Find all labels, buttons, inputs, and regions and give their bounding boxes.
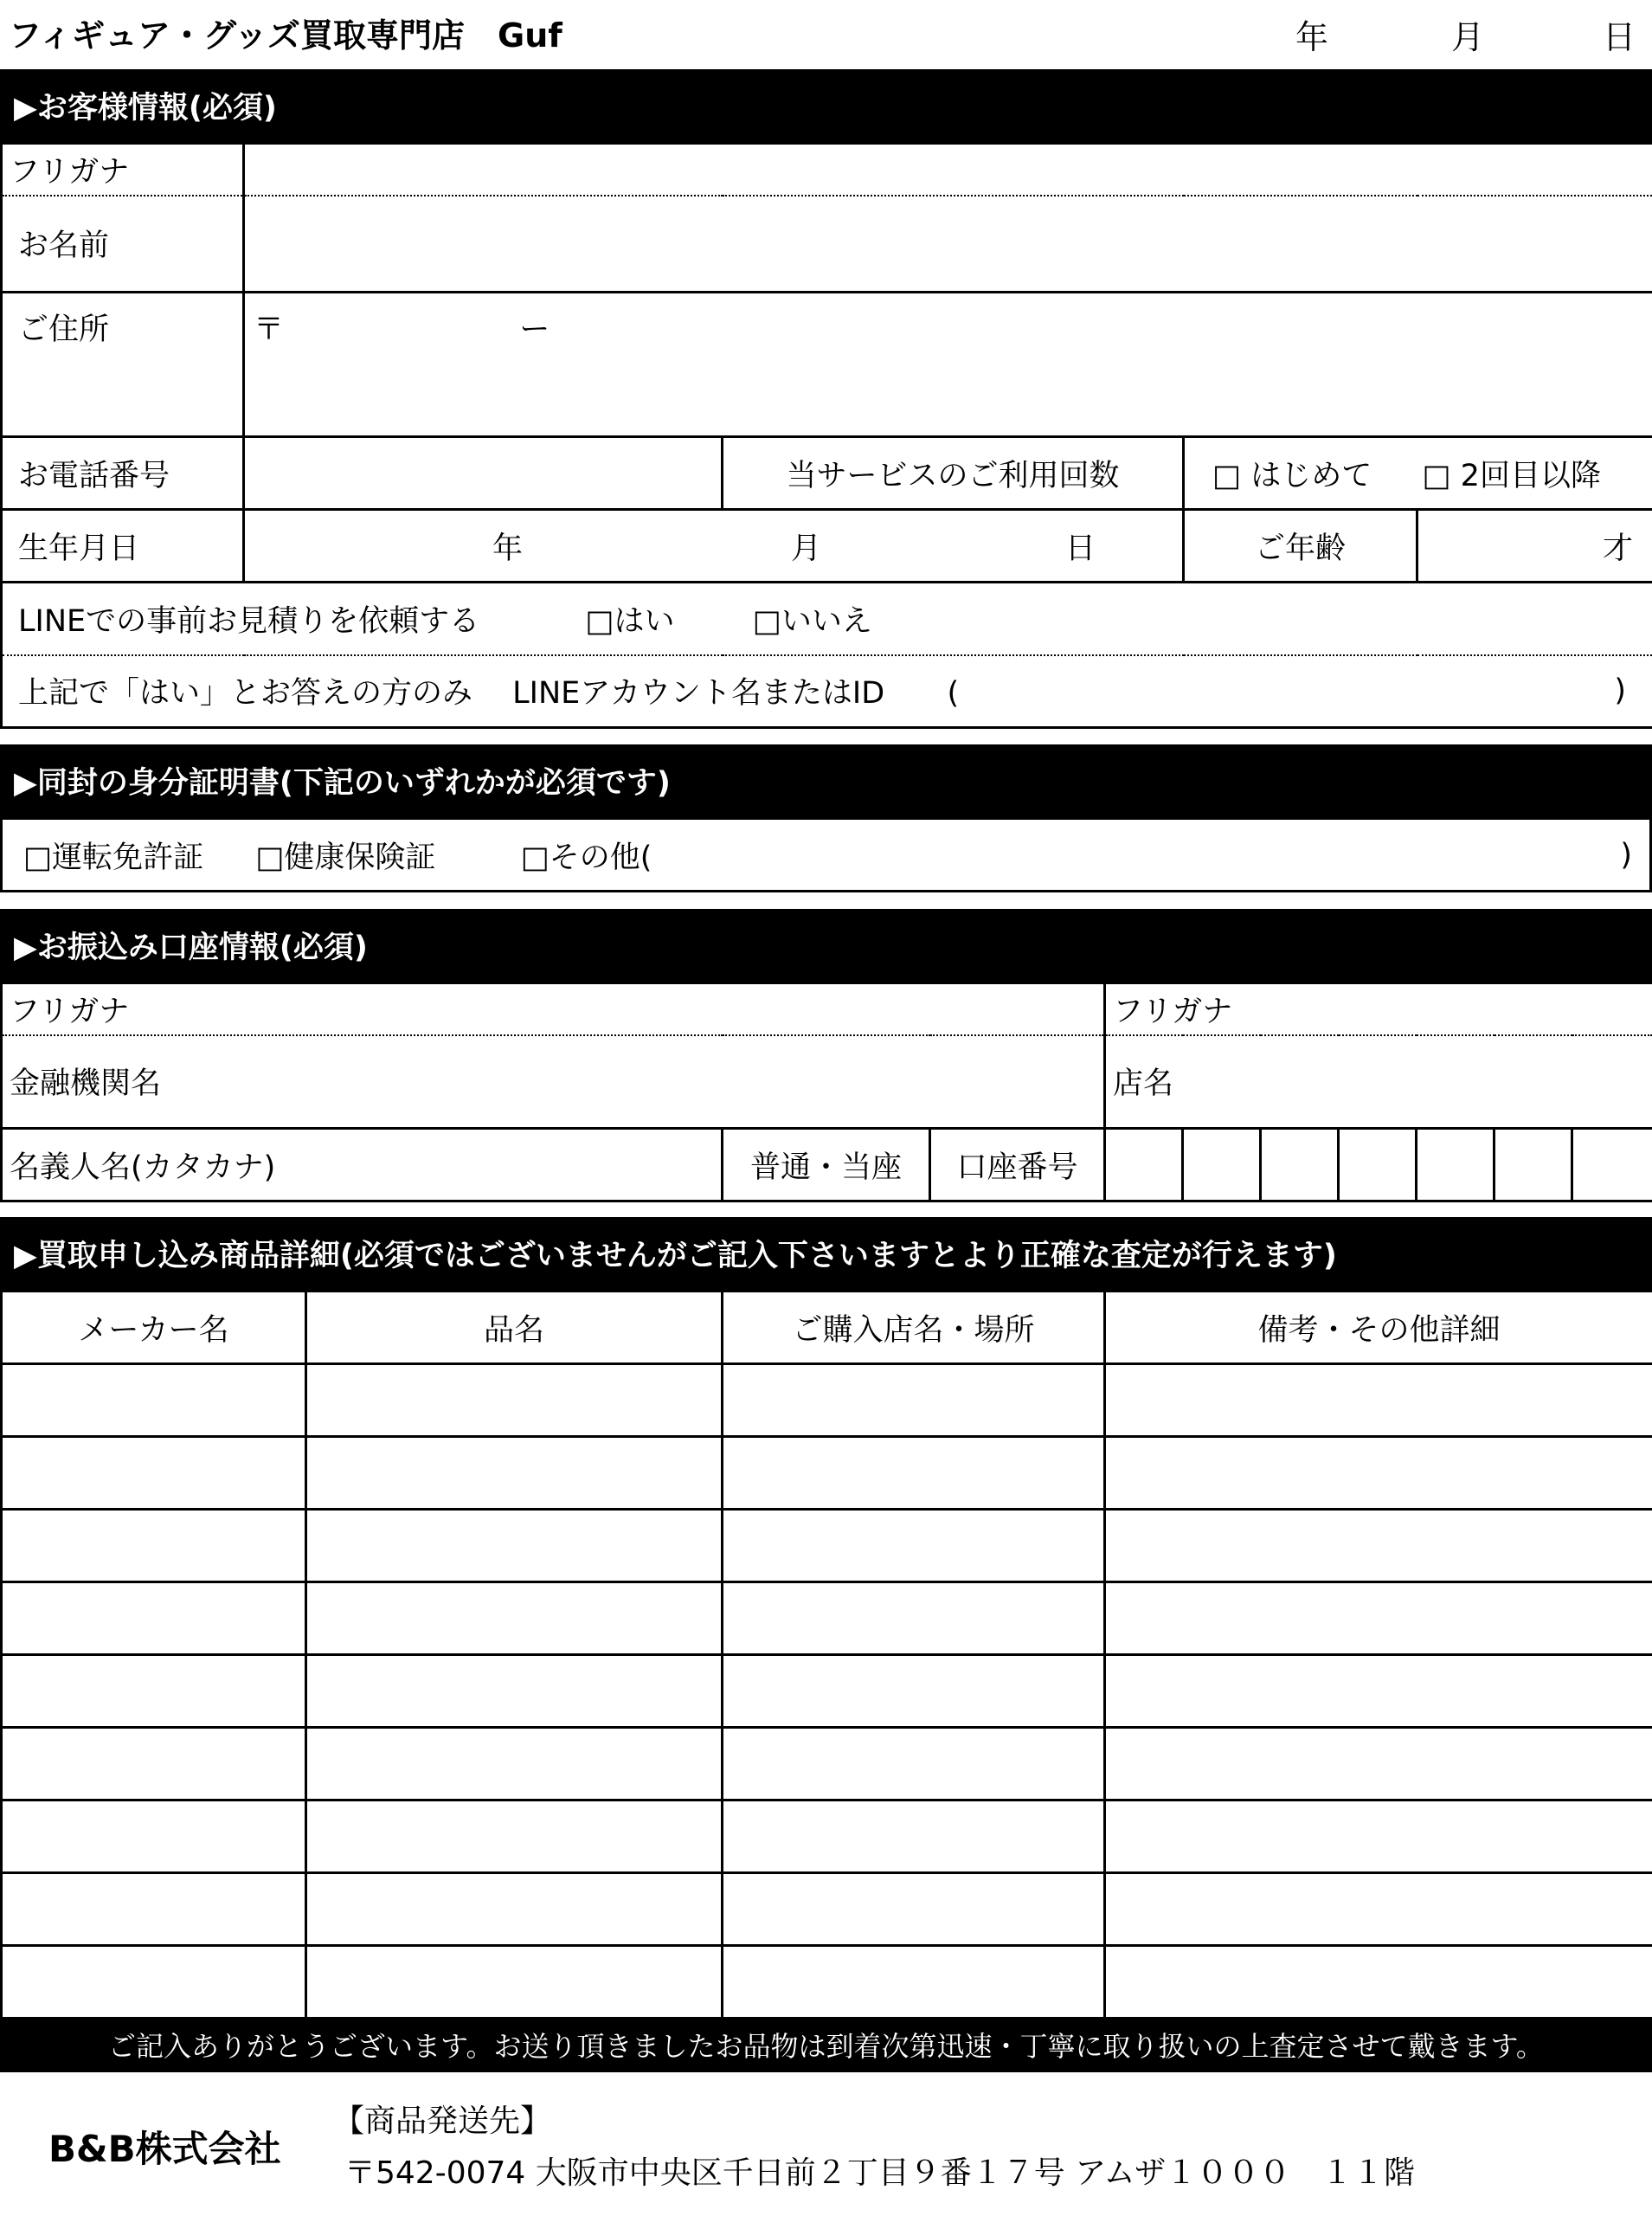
license-checkbox[interactable]: □運転免許証 [23,840,204,875]
age-label: ご年齢 [1184,510,1417,583]
line-request-label: LINEでの事前お見積りを依頼する [18,603,480,639]
notes-cell[interactable] [1105,1364,1652,1437]
account-type-label[interactable]: 普通・当座 [723,1129,930,1201]
store-cell[interactable] [723,1364,1105,1437]
customer-section-header: ▶お客様情報(必須) [0,69,1652,142]
store-cell[interactable] [723,1873,1105,1946]
notes-cell[interactable] [1105,1437,1652,1510]
store-cell[interactable] [723,1582,1105,1655]
furigana-field[interactable] [244,144,1652,196]
product-cell[interactable] [306,1437,723,1510]
notes-cell[interactable] [1105,1728,1652,1800]
header-month-label: 月 [1451,18,1485,56]
header-year-label: 年 [1295,18,1329,56]
notes-cell[interactable] [1105,1873,1652,1946]
table-row [2,1873,1652,1946]
address-field[interactable] [244,293,1652,437]
id-table [0,817,1652,892]
line-account-close-paren: ) [1614,673,1626,709]
bank-name-label[interactable]: 金融機関名 [2,1035,1105,1129]
items-table [0,1290,1652,2020]
birthday-day-label: 日 [1065,531,1096,566]
age-field[interactable] [1417,510,1652,583]
phone-field[interactable] [244,437,723,510]
table-row [2,1582,1652,1655]
notes-cell[interactable] [1105,1946,1652,2019]
birthday-month-label: 月 [791,531,822,566]
birthday-field[interactable] [244,510,1184,583]
product-cell[interactable] [306,1873,723,1946]
postal-dash: ー [519,312,550,347]
account-digit-box[interactable] [1261,1129,1339,1201]
maker-cell[interactable] [2,1655,306,1728]
insurance-checkbox[interactable]: □健康保険証 [255,840,436,875]
furigana-label: フリガナ [2,144,244,196]
holder-label[interactable]: 名義人名(カタカナ) [2,1129,723,1201]
maker-column-header: メーカー名 [2,1292,306,1364]
birthday-label: 生年月日 [2,510,244,583]
line-request-row [2,583,1652,655]
line-account-open-paren: ( [947,676,960,712]
first-time-checkbox[interactable]: □ はじめて [1212,458,1372,493]
maker-cell[interactable] [2,1946,306,2019]
store-cell[interactable] [723,1800,1105,1873]
table-row [2,1728,1652,1800]
usage-options [1184,437,1652,510]
maker-cell[interactable] [2,1800,306,1873]
line-account-label: 上記で「はい」とお答えの方のみ LINEアカウント名またはID [18,676,885,712]
shipping-label: 【商品発送先】 [333,2103,552,2139]
maker-cell[interactable] [2,1364,306,1437]
age-unit: 才 [1602,531,1633,566]
product-cell[interactable] [306,1582,723,1655]
table-row [2,1364,1652,1437]
address-label: ご住所 [2,293,244,437]
name-field[interactable] [244,196,1652,293]
branch-furigana-label[interactable]: フリガナ [1105,983,1652,1035]
product-cell[interactable] [306,1510,723,1582]
store-cell[interactable] [723,1510,1105,1582]
product-cell[interactable] [306,1655,723,1728]
id-docs-row [2,819,1651,892]
maker-cell[interactable] [2,1437,306,1510]
maker-cell[interactable] [2,1873,306,1946]
table-row [2,1800,1652,1873]
line-yes-checkbox[interactable]: □はい [585,603,675,639]
items-section-header: ▶買取申し込み商品詳細(必須ではございませんがご記入下さいますとより正確な査定が行えます) [0,1217,1652,1290]
phone-label: お電話番号 [2,437,244,510]
store-cell[interactable] [723,1437,1105,1510]
notes-column-header: 備考・その他詳細 [1105,1292,1652,1364]
id-section-header: ▶同封の身分証明書(下記のいずれかが必須です) [0,744,1652,817]
shipping-address: 〒542-0074 大阪市中央区千日前２丁目９番１７号 アムザ１０００ １１階 [344,2155,1415,2191]
repeat-checkbox[interactable]: □ 2回目以降 [1422,458,1601,493]
other-checkbox[interactable]: □その他( [520,840,652,875]
birthday-year-label: 年 [492,531,524,566]
usage-label: 当サービスのご利用回数 [723,437,1184,510]
customer-table [0,142,1652,729]
page-title: フィギュア・グッズ買取専門店 Guf [9,16,562,55]
account-digit-box[interactable] [1105,1129,1183,1201]
account-digit-box[interactable] [1417,1129,1495,1201]
product-cell[interactable] [306,1364,723,1437]
notes-cell[interactable] [1105,1582,1652,1655]
bank-section-header: ▶お振込み口座情報(必須) [0,909,1652,982]
product-column-header: 品名 [306,1292,723,1364]
line-account-row[interactable] [2,655,1652,728]
branch-name-label[interactable]: 店名 [1105,1035,1652,1129]
thanks-banner: ご記入ありがとうございます。お送り頂きましたお品物は到着次第迅速・丁寧に取り扱いの上査定させて戴きます。 [0,2017,1652,2072]
account-number-label: 口座番号 [930,1129,1105,1201]
maker-cell[interactable] [2,1582,306,1655]
bank-furigana-label[interactable]: フリガナ [2,983,1105,1035]
account-digit-box[interactable] [1183,1129,1261,1201]
bank-table [0,982,1652,1202]
notes-cell[interactable] [1105,1510,1652,1582]
product-cell[interactable] [306,1946,723,2019]
table-row [2,1437,1652,1510]
notes-cell[interactable] [1105,1800,1652,1873]
store-column-header: ご購入店名・場所 [723,1292,1105,1364]
header-day-label: 日 [1603,18,1636,56]
account-digit-box[interactable] [1495,1129,1572,1201]
maker-cell[interactable] [2,1728,306,1800]
product-cell[interactable] [306,1800,723,1873]
maker-cell[interactable] [2,1510,306,1582]
notes-cell[interactable] [1105,1655,1652,1728]
product-cell[interactable] [306,1728,723,1800]
other-close-paren: ) [1620,837,1632,873]
table-row [2,1946,1652,2019]
table-row [2,1655,1652,1728]
table-row [2,1510,1652,1582]
postal-mark: 〒 [254,312,285,347]
line-no-checkbox[interactable]: □いいえ [752,603,872,639]
account-digit-box[interactable] [1339,1129,1417,1201]
store-cell[interactable] [723,1946,1105,2019]
store-cell[interactable] [723,1655,1105,1728]
company-name: B&B株式会社 [48,2128,281,2170]
store-cell[interactable] [723,1728,1105,1800]
name-label: お名前 [2,196,244,293]
account-digit-box[interactable] [1572,1129,1652,1201]
